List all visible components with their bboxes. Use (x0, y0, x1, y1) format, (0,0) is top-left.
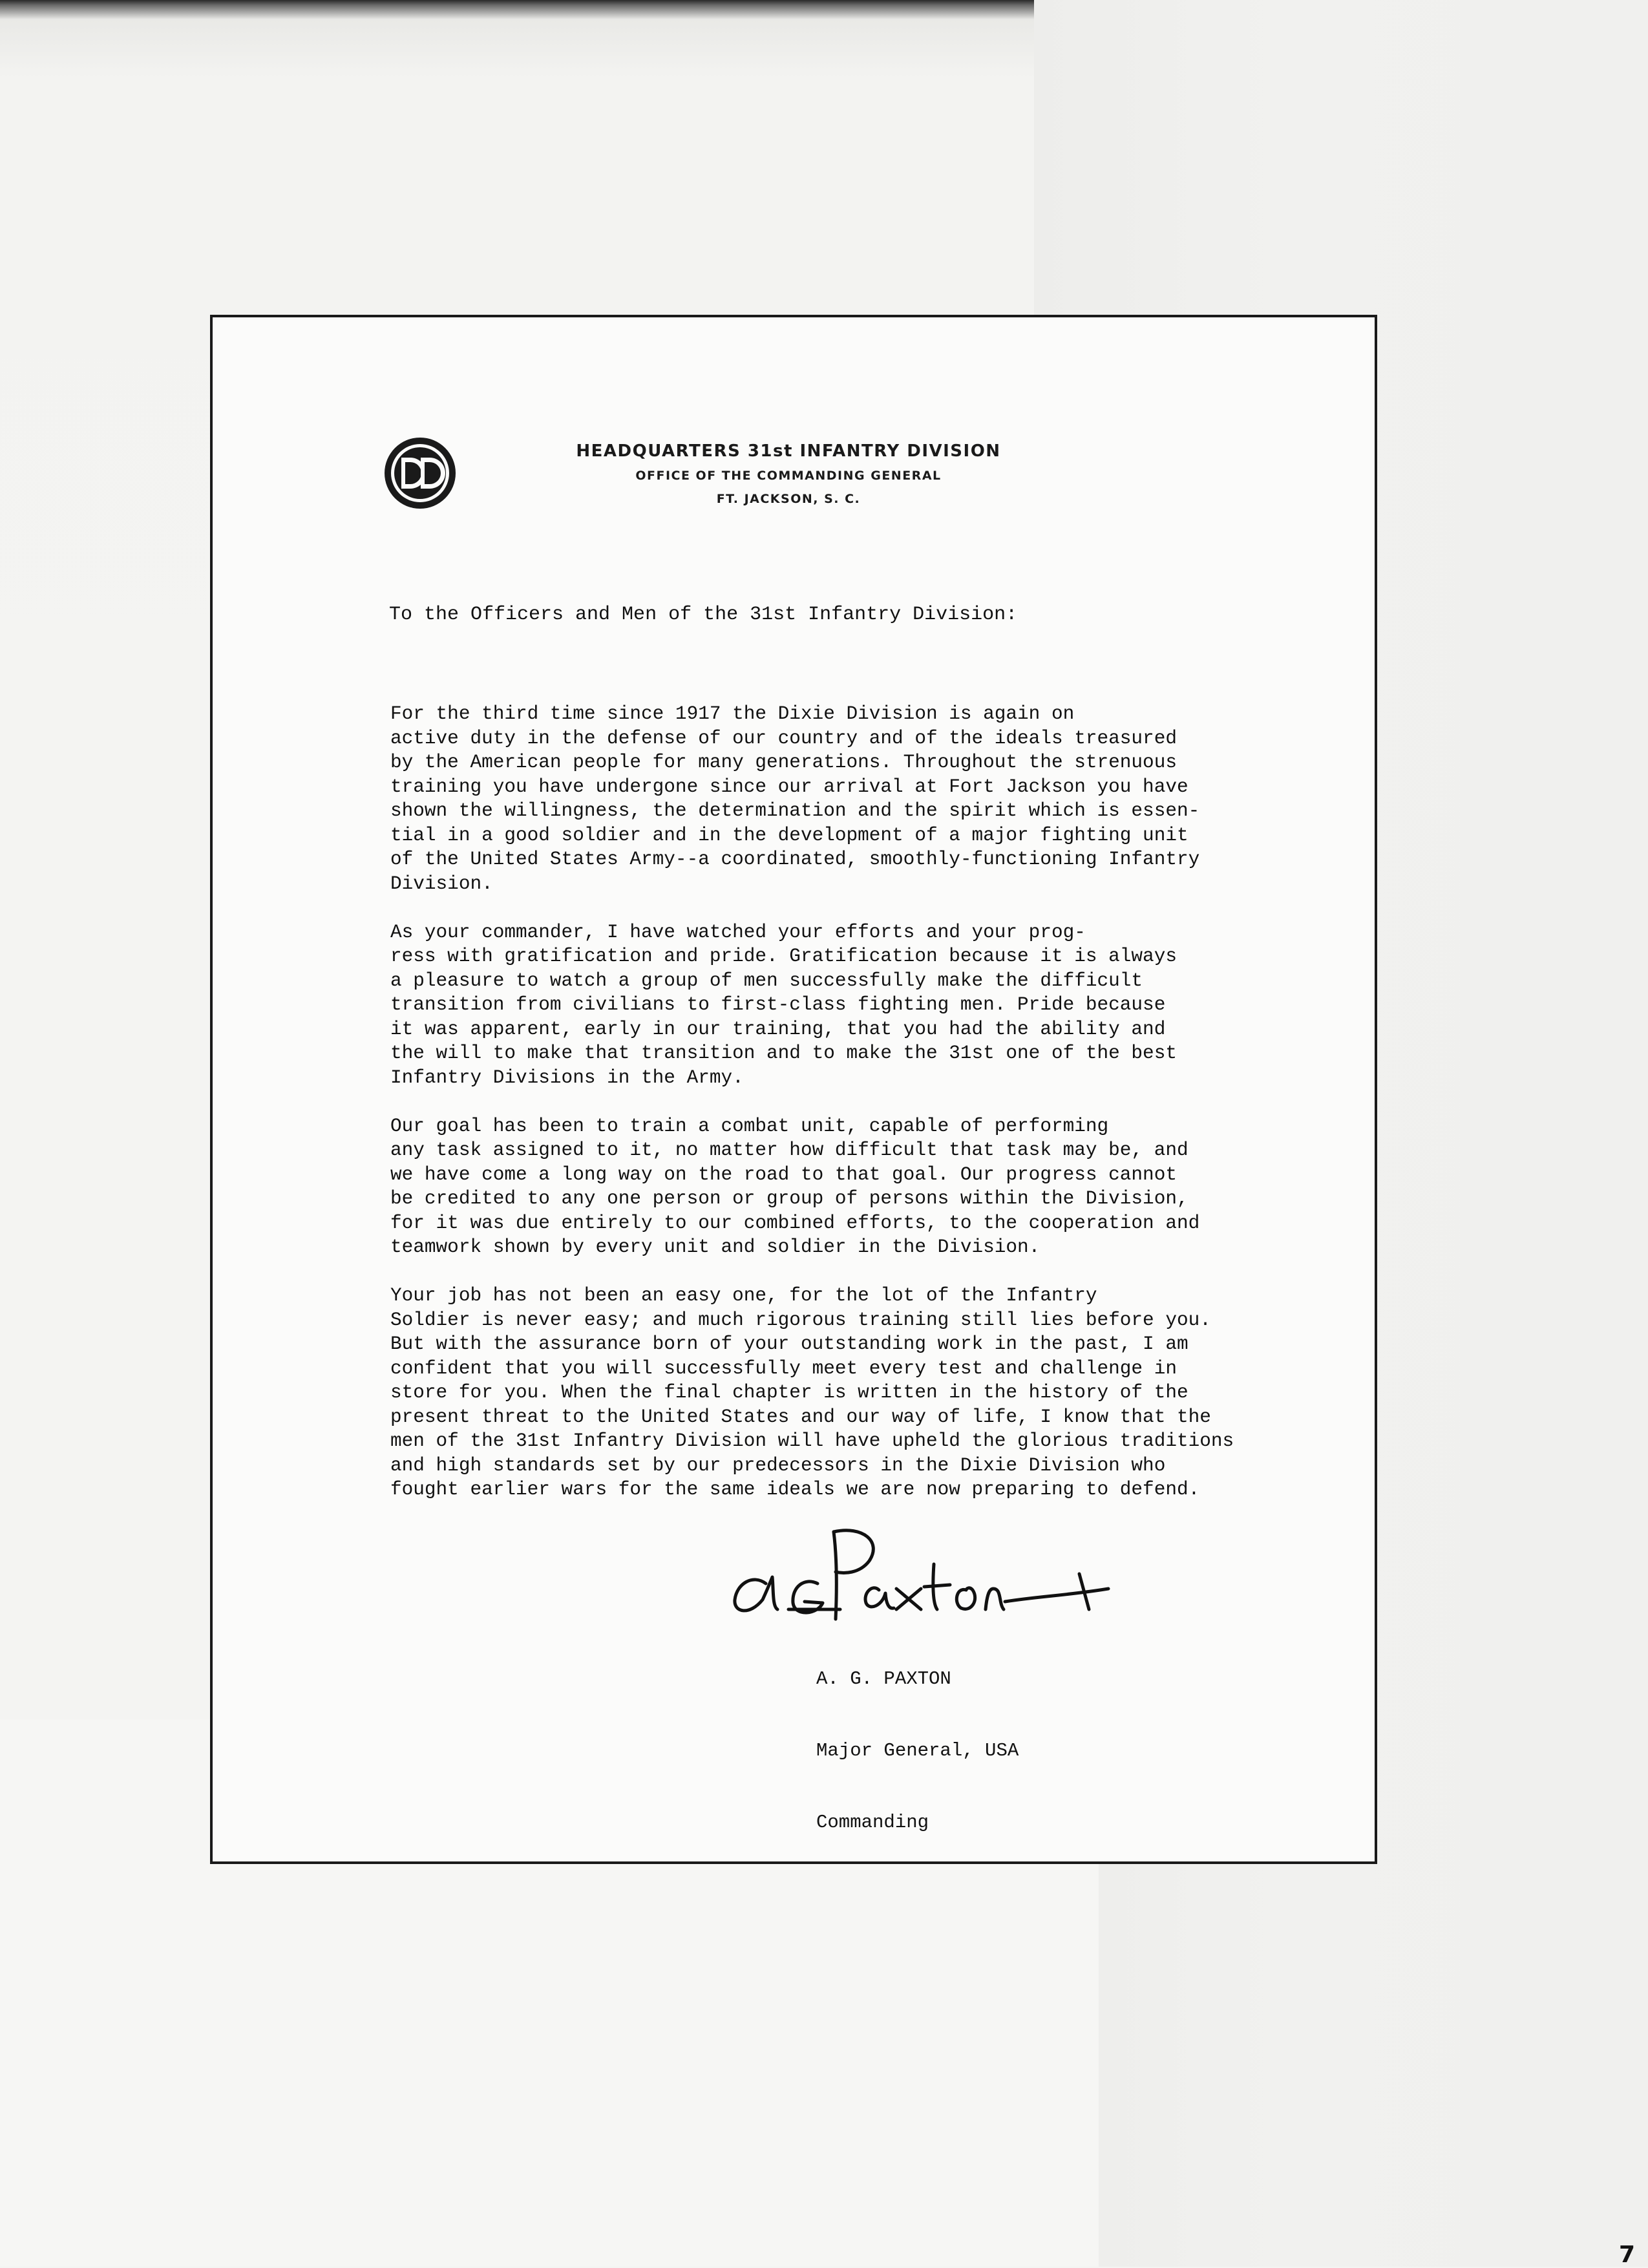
letter-body (390, 702, 1308, 1526)
page-number: 7 (1619, 2242, 1636, 2268)
paragraph: As your commander, I have watched your efforts and your prog- ress with gratification and pride. Gratification because it is always a pleasure to watch a group of men successfully make the difficult transition from civilians to first-class fighting men. Pride because it was apparent, early in our training, that you had the ability and the will to make that transition and to make the 31st one of the best Infantry Divisions in the Army. (390, 921, 1177, 1088)
letterhead-location: FT. JACKSON, S. C. (716, 492, 861, 506)
dixie-division-dd-insignia-icon (381, 434, 459, 512)
signer-name: A. G. PAXTON (816, 1668, 951, 1690)
letterhead-title: HEADQUARTERS 31st INFANTRY DIVISION (576, 441, 1001, 461)
salutation: To the Officers and Men of the 31st Infantry Division: (389, 604, 1018, 626)
letterhead (530, 438, 1047, 511)
letterhead-office: OFFICE OF THE COMMANDING GENERAL (635, 469, 942, 483)
paragraph: For the third time since 1917 the Dixie Division is again on active duty in the defense of our country and of the ideals treasured by the American people for many generations. Throughout the strenuous training you have undergone since our arrival at Fort Jackson you have shown the willingness, the determination and the spirit which is essen- tial in a good soldier and in the development of a major fighting unit of the United States Army--a coordinated, smoothly-functioning Infantry Division. (390, 703, 1200, 895)
paragraph: Our goal has been to train a combat unit, capable of performing any task assigned to it, no matter how difficult that task may be, and we have come a long way on the road to that goal. Our progress cannot be credited to any one person or group of persons within the Division, for it was due entirely to our combined efforts, to the cooperation and teamwork shown by every unit and soldier in the Division. (390, 1115, 1200, 1258)
paragraph: Your job has not been an easy one, for the lot of the Infantry Soldier is never easy; and much rigorous training still lies before you. But with the assurance born of your outstanding work in the past, I am confident that you will successfully meet every test and challenge in store for you. When the final chapter is written in the history of the present threat to the United States and our way of life, I know that the men of the 31st Infantry Division will have upheld the glorious traditions and high standards set by our predecessors in the Dixie Division who fought earlier wars for the same ideals we are now preparing to defend. (390, 1285, 1234, 1500)
signer-rank: Major General, USA (816, 1740, 1019, 1761)
signer-role: Commanding (816, 1812, 929, 1833)
signature-block (816, 1619, 1019, 1858)
handwritten-signature (727, 1512, 1115, 1629)
